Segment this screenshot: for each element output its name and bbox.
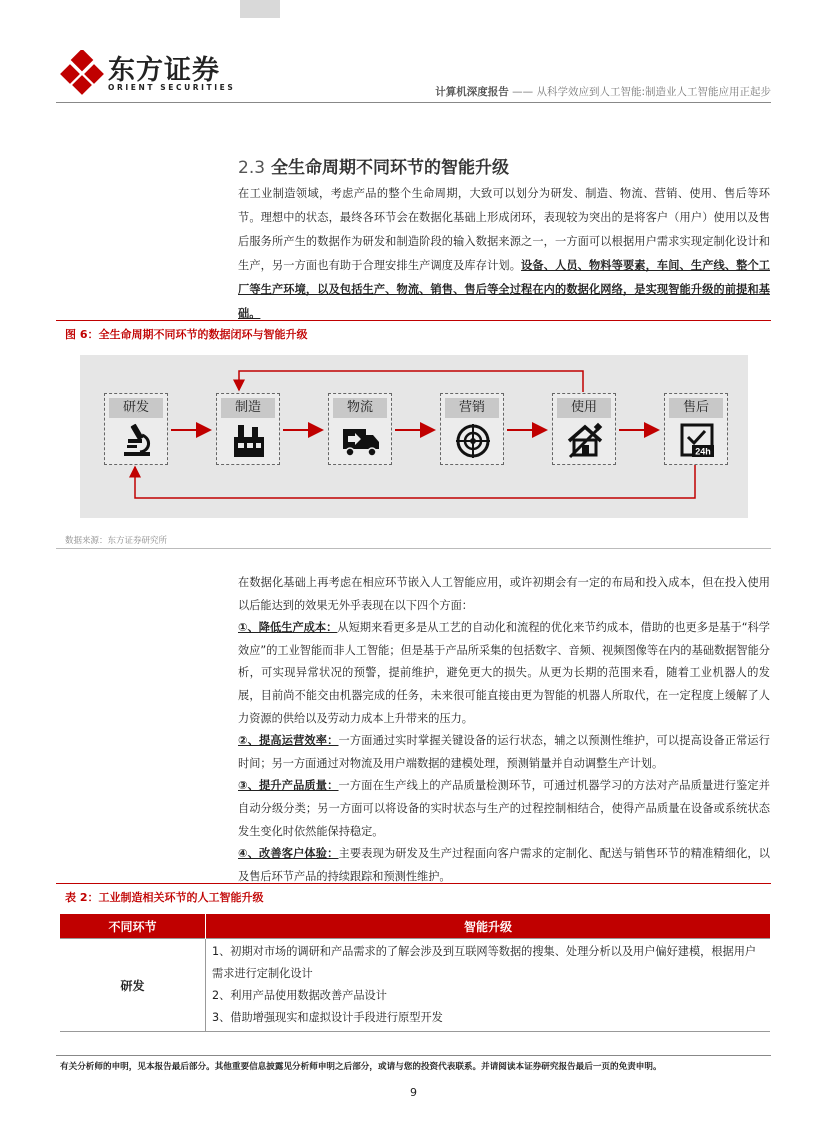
- header-separator: ——: [512, 86, 534, 98]
- benefit-item: [238, 730, 770, 775]
- page-number: 9: [410, 1086, 417, 1099]
- report-header: [435, 84, 771, 99]
- benefit-head: ①、降低生产成本：: [238, 621, 338, 635]
- delivery-truck-icon: [342, 421, 380, 459]
- logo-english-name: ORIENT SECURITIES: [108, 83, 236, 92]
- section-number: 2.3: [238, 158, 266, 178]
- footer-divider: [56, 1055, 771, 1056]
- table-row: [60, 939, 770, 1032]
- benefit-text: 主要表现为研发及生产过程面向客户需求的定制化、配送与销售环节的精准精细化，以及售后环节产品的持续跟踪和预测性维护。: [238, 847, 770, 883]
- ai-upgrade-table: [60, 914, 770, 1032]
- paragraph-text: 在工业制造领域，考虑产品的整个生命周期，大致可以划分为研发、制造、物流、营销、使用、售后等环节。理想中的状态，最终各环节会在数据化基础上形成闭环，表现较为突出的是将客户（用户）使用以及售后服务所产生的数据作为研发和制造阶段的输入数据来源之一，一方面可以根据用户需求实现定制化设计和生产，另一方面也有助于合理安排生产调度及库存计划。: [238, 187, 770, 272]
- loop-arrows: [80, 355, 748, 518]
- figure-top-rule: [56, 320, 771, 321]
- microscope-icon: [118, 421, 156, 459]
- stage-label: 使用: [557, 398, 611, 418]
- service-24h-icon: [678, 421, 716, 459]
- paragraph-emphasis: 设备、人员、物料等要素，车间、生产线、整个工厂等生产环境，以及包括生产、物流、销售、售后等全过程在内的数据化网络，是实现智能升级的前提和基础。: [238, 259, 770, 320]
- stage-manufacturing: [216, 393, 280, 465]
- stage-label: 营销: [445, 398, 499, 418]
- stage-label: 售后: [669, 398, 723, 418]
- benefit-head: ③、提升产品质量：: [238, 779, 339, 793]
- section-heading: 全生命周期不同环节的智能升级: [271, 158, 510, 178]
- column-header: 智能升级: [206, 914, 771, 939]
- upgrade-line: 3、借助增强现实和虚拟设计手段进行原型开发: [212, 1011, 443, 1024]
- logo-chinese-name: 东方证券: [108, 55, 220, 86]
- svg-text:24h: 24h: [695, 446, 711, 457]
- target-globe-icon: [454, 421, 492, 459]
- benefits-section: [238, 572, 770, 888]
- factory-icon: [230, 421, 268, 459]
- home-repair-icon: [566, 421, 604, 459]
- figure-title: 图 6：全生命周期不同环节的数据闭环与智能升级: [65, 328, 308, 341]
- figure-bottom-rule: [56, 548, 771, 549]
- column-header: 不同环节: [60, 914, 206, 939]
- table-header-row: [60, 914, 770, 939]
- stage-label: 制造: [221, 398, 275, 418]
- stage-label: 研发: [109, 398, 163, 418]
- benefit-head: ②、提高运营效率：: [238, 734, 339, 748]
- benefits-intro: 在数据化基础上再考虑在相应环节嵌入人工智能应用，或许初期会有一定的布局和投入成本，但在投入使用以后能达到的效果无外乎表现在以下四个方面：: [238, 576, 770, 612]
- table-title: 表 2：工业制造相关环节的人工智能升级: [65, 891, 264, 904]
- section-title: [238, 153, 509, 178]
- upgrade-cell: [206, 939, 771, 1032]
- stage-label: 物流: [333, 398, 387, 418]
- section-paragraph: [238, 182, 770, 326]
- benefit-item: [238, 775, 770, 843]
- stage-rnd: [104, 393, 168, 465]
- report-title: 从科学效应到人工智能:制造业人工智能应用正起步: [536, 86, 771, 98]
- header-divider: [56, 102, 771, 103]
- stage-marketing: [440, 393, 504, 465]
- upgrade-line: 2、利用产品使用数据改善产品设计: [212, 989, 387, 1002]
- upgrade-line: 1、初期对市场的调研和产品需求的了解会涉及到互联网等数据的搜集、处理分析以及用户偏好建模，根据用户需求进行定制化设计: [212, 945, 757, 980]
- stage-after-sales: [664, 393, 728, 465]
- benefit-head: ④、改善客户体验：: [238, 847, 339, 861]
- orient-logo-icon: [60, 50, 106, 96]
- report-type: 计算机深度报告: [435, 86, 509, 98]
- stage-logistics: [328, 393, 392, 465]
- stage-cell: 研发: [60, 939, 206, 1032]
- figure-source: 数据来源：东方证券研究所: [65, 536, 168, 546]
- stage-usage: [552, 393, 616, 465]
- header-top-bar: [240, 0, 280, 18]
- footer-disclaimer: 有关分析师的申明，见本报告最后部分。其他重要信息披露见分析师申明之后部分，或请与您的投资代表联系。并请阅读本证券研究报告最后一页的免责申明。: [60, 1062, 662, 1072]
- benefit-item: [238, 843, 770, 888]
- benefit-text: 一方面在生产线上的产品质量检测环节，可通过机器学习的方法对产品质量进行鉴定并自动分级分类；另一方面可以将设备的实时状态与生产的过程控制相结合，使得产品质量在设备或系统状态发生变化时依然能保持稳定。: [238, 779, 770, 838]
- table-top-rule: [56, 883, 771, 884]
- benefit-text: 一方面通过实时掌握关键设备的运行状态，辅之以预测性维护，可以提高设备正常运行时间；另一方面通过对物流及用户端数据的建模处理，预测销量并自动调整生产计划。: [238, 734, 770, 770]
- benefit-text: 从短期来看更多是从工艺的自动化和流程的优化来节约成本，借助的也更多是基于“科学效应”的工业智能而非人工智能；但是基于产品所采集的包括数字、音频、视频图像等在内的基础数据智能分析，可实现异常状况的预警，提前维护，避免更大的损失。从更为长期的范围来看，随着工业机器人的发展，目前尚不能交由机器完成的任务，未来很可能直接由更为智能的机器人所取代，在一定程度上缓解了人力资源的供给以及劳动力成本上升带来的压力。: [238, 621, 770, 725]
- benefit-item: [238, 617, 770, 730]
